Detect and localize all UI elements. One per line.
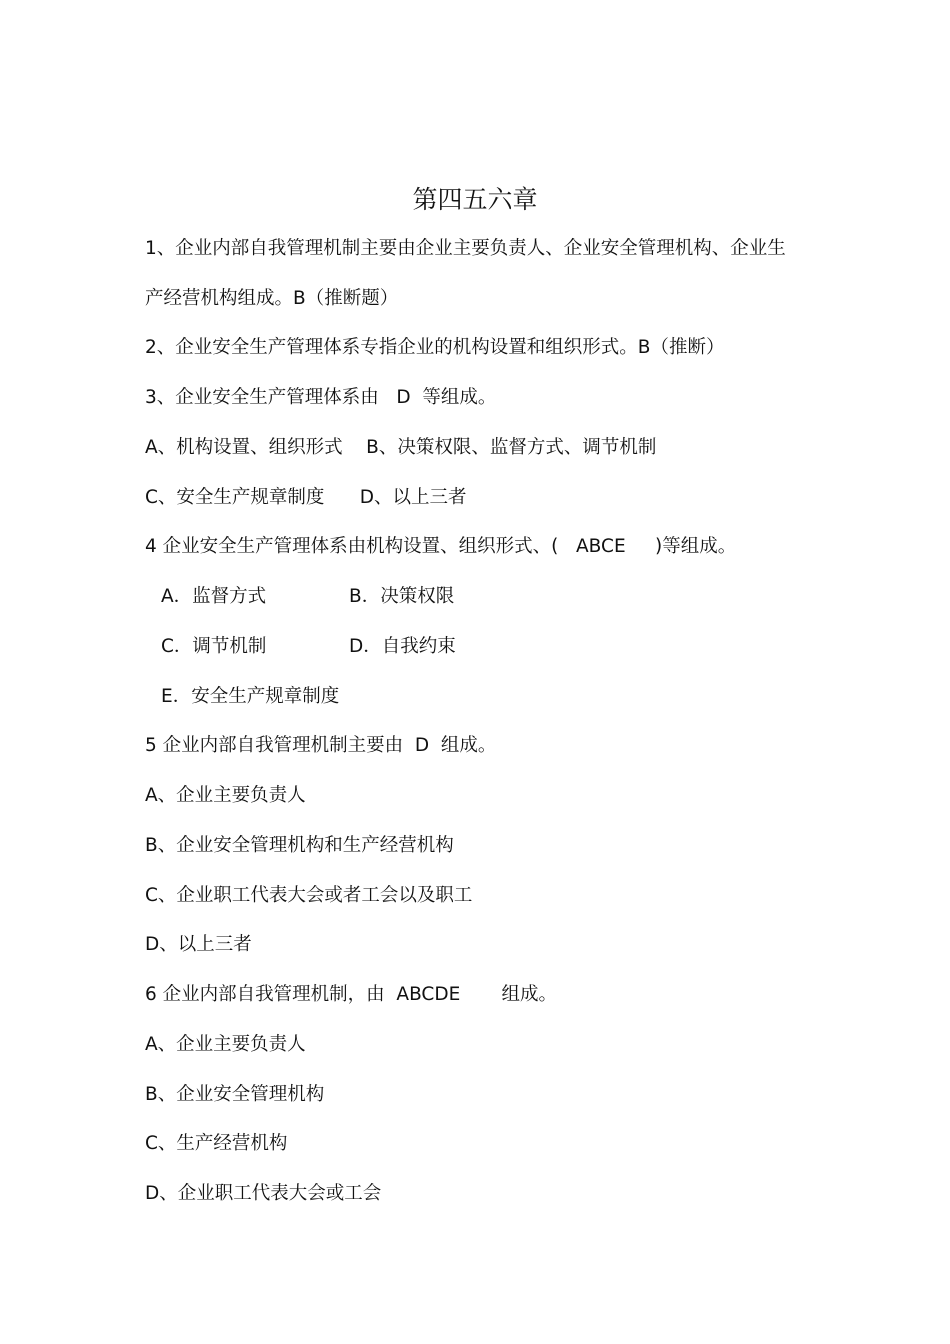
- question-5: 5 企业内部自我管理机制主要由 D 组成。: [145, 735, 497, 756]
- question-4-option-c: C．调节机制: [161, 636, 267, 657]
- question-6-option-c: C、生产经营机构: [145, 1133, 288, 1154]
- question-6-option-d: D、企业职工代表大会或工会: [145, 1183, 382, 1204]
- chapter-title: 第四五六章: [412, 185, 538, 214]
- question-4: 4 企业安全生产管理体系由机构设置、组织形式、( ABCE )等组成。: [145, 536, 737, 557]
- question-4-option-d: D．自我约束: [349, 636, 456, 657]
- question-3: 3、企业安全生产管理体系由 D 等组成。: [145, 387, 497, 408]
- question-1-line-2: 产经营机构组成。B（推断题）: [145, 288, 399, 309]
- question-2: 2、企业安全生产管理体系专指企业的机构设置和组织形式。B（推断）: [145, 337, 725, 358]
- question-5-option-c: C、企业职工代表大会或者工会以及职工: [145, 885, 473, 906]
- question-4-option-e: E．安全生产规章制度: [161, 686, 340, 707]
- question-1-line-1: 1、企业内部自我管理机制主要由企业主要负责人、企业安全管理机构、企业生: [145, 238, 786, 259]
- question-6: 6 企业内部自我管理机制，由 ABCDE 组成。: [145, 984, 557, 1005]
- question-3-options-cd: C、安全生产规章制度 D、以上三者: [145, 487, 467, 508]
- question-5-option-d: D、以上三者: [145, 934, 252, 955]
- question-4-option-b: B．决策权限: [349, 586, 455, 607]
- question-5-option-b: B、企业安全管理机构和生产经营机构: [145, 835, 454, 856]
- question-5-option-a: A、企业主要负责人: [145, 785, 306, 806]
- question-4-option-a: A．监督方式: [161, 586, 267, 607]
- question-3-options-ab: A、机构设置、组织形式 B、决策权限、监督方式、调节机制: [145, 437, 657, 458]
- question-6-option-b: B、企业安全管理机构: [145, 1084, 325, 1105]
- question-6-option-a: A、企业主要负责人: [145, 1034, 306, 1055]
